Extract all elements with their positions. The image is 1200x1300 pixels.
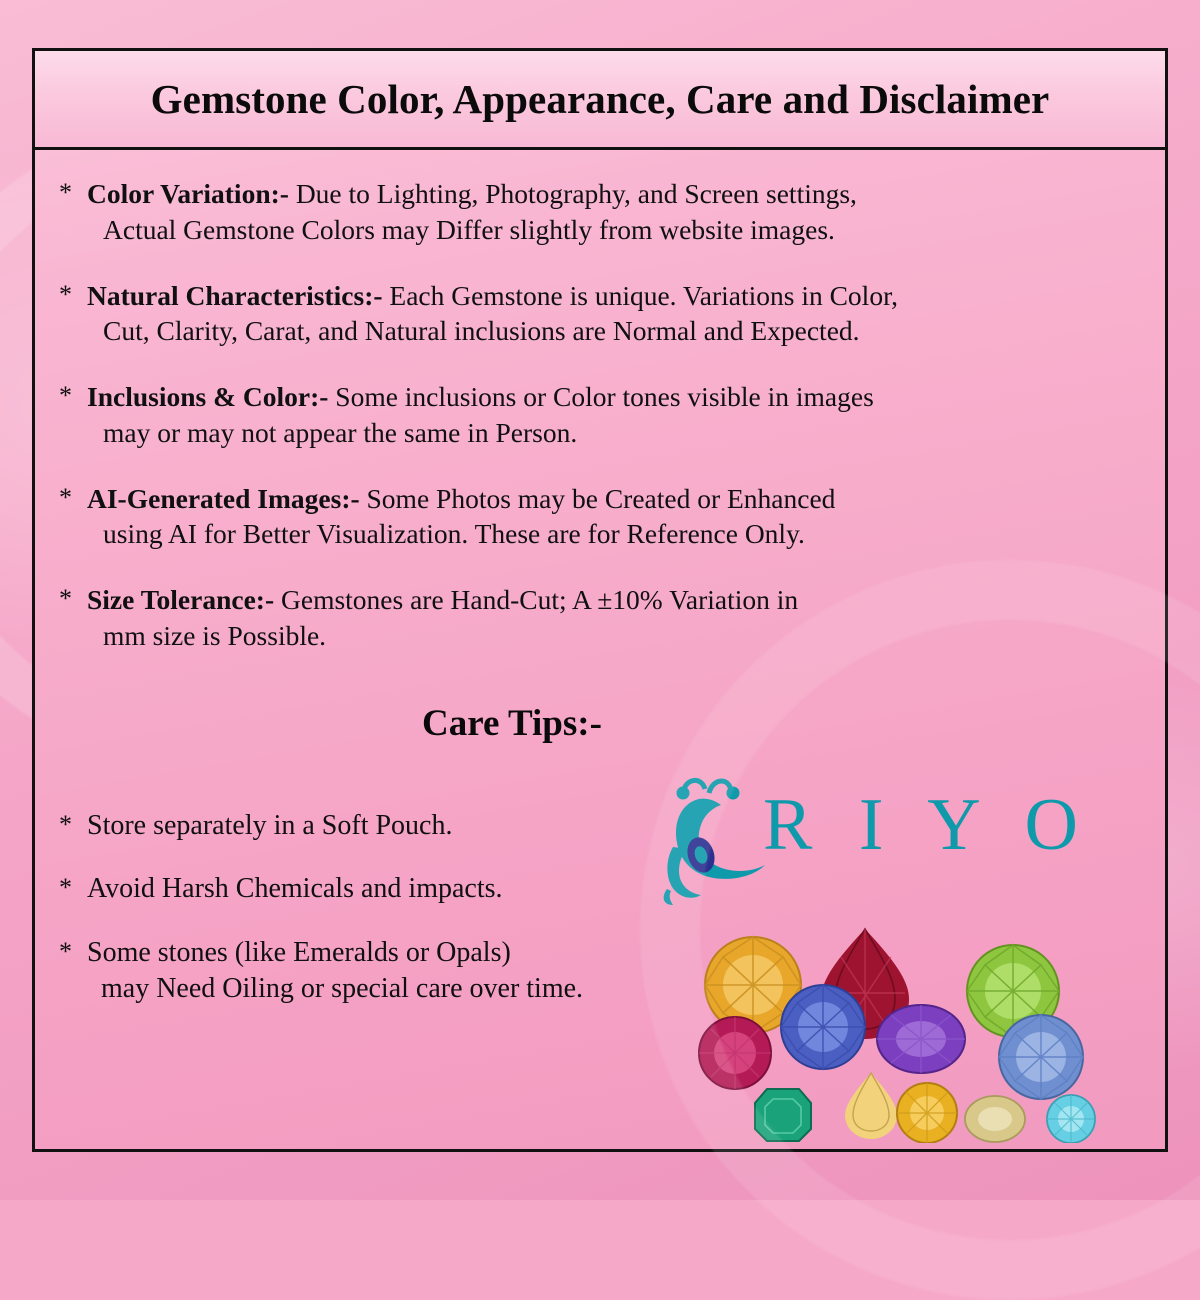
disclaimer-item-inclusions-color: [57, 379, 1139, 451]
disclaimer-heading: Inclusions & Color:-: [87, 381, 329, 412]
disclaimer-text-line2: Cut, Clarity, Carat, and Natural inclusions are Normal and Expected.: [103, 315, 860, 347]
disclaimer-text-line1: Gemstones are Hand-Cut; A ±10% Variation in: [274, 584, 799, 615]
disclaimer-item-natural-characteristics: [57, 278, 1139, 350]
tanzanite-round: [781, 985, 865, 1069]
disclaimer-text-line1: Each Gemstone is unique. Variations in Color,: [382, 279, 898, 311]
bullet-icon: *: [59, 809, 72, 839]
care-tip-item: [57, 935, 787, 1007]
amethyst-oval: [877, 1005, 965, 1073]
aquamarine-round: [1047, 1095, 1095, 1143]
disclaimer-item-ai-generated-images: [57, 481, 1139, 553]
disclaimer-heading: Size Tolerance:-: [87, 584, 275, 615]
care-tip-text: Store separately in a Soft Pouch.: [87, 809, 453, 841]
sapphire-round: [999, 1015, 1083, 1099]
emerald-emeraldcut: [755, 1089, 811, 1141]
disclaimer-item-color-variation: [57, 176, 1139, 248]
yellow-pear: [845, 1073, 897, 1139]
disclaimer-heading: AI-Generated Images:-: [87, 482, 360, 514]
bullet-icon: *: [59, 178, 72, 207]
disclaimer-card: [32, 48, 1168, 1152]
bullet-icon: *: [59, 937, 72, 967]
disclaimer-item-size-tolerance: [57, 582, 1139, 654]
bullet-icon: *: [59, 482, 72, 512]
bullet-icon: *: [59, 381, 72, 410]
gemstones-icon: [695, 923, 1155, 1143]
care-tip-text-line2: may Need Oiling or special care over time.: [101, 972, 584, 1004]
rhodolite-round: [699, 1017, 771, 1089]
bullet-icon: *: [59, 873, 72, 903]
disclaimer-text-line2: using AI for Better Visualization. These are for Reference Only.: [103, 518, 805, 550]
care-tip-text: Avoid Harsh Chemicals and impacts.: [87, 873, 503, 905]
brand-name: R I Y O: [763, 784, 1092, 866]
bullet-icon: *: [59, 279, 72, 309]
disclaimer-text-line1: Some Photos may be Created or Enhanced: [359, 482, 836, 514]
bullet-icon: *: [59, 584, 72, 613]
disclaimer-heading: Color Variation:-: [87, 178, 289, 209]
disclaimer-text-line1: Some inclusions or Color tones visible in images: [328, 381, 874, 412]
care-tip-text: Some stones (like Emeralds or Opals): [87, 937, 511, 969]
title-band: [35, 51, 1165, 150]
disclaimer-text-line2: may or may not appear the same in Person.: [103, 416, 578, 448]
disclaimer-heading: Natural Characteristics:-: [87, 279, 383, 311]
yellow-round: [897, 1083, 957, 1143]
disclaimer-text-line2: mm size is Possible.: [103, 619, 327, 651]
champagne-oval: [965, 1096, 1025, 1142]
brand-logo: [643, 769, 1143, 909]
care-tips-heading: Care Tips:-: [422, 702, 602, 744]
care-tips-row: [57, 684, 1139, 780]
page-title: Gemstone Color, Appearance, Care and Disclaimer: [150, 76, 1050, 122]
disclaimer-text-line2: Actual Gemstone Colors may Differ slightly from website images.: [103, 213, 835, 245]
disclaimer-text-line1: Due to Lighting, Photography, and Screen settings,: [288, 178, 857, 209]
